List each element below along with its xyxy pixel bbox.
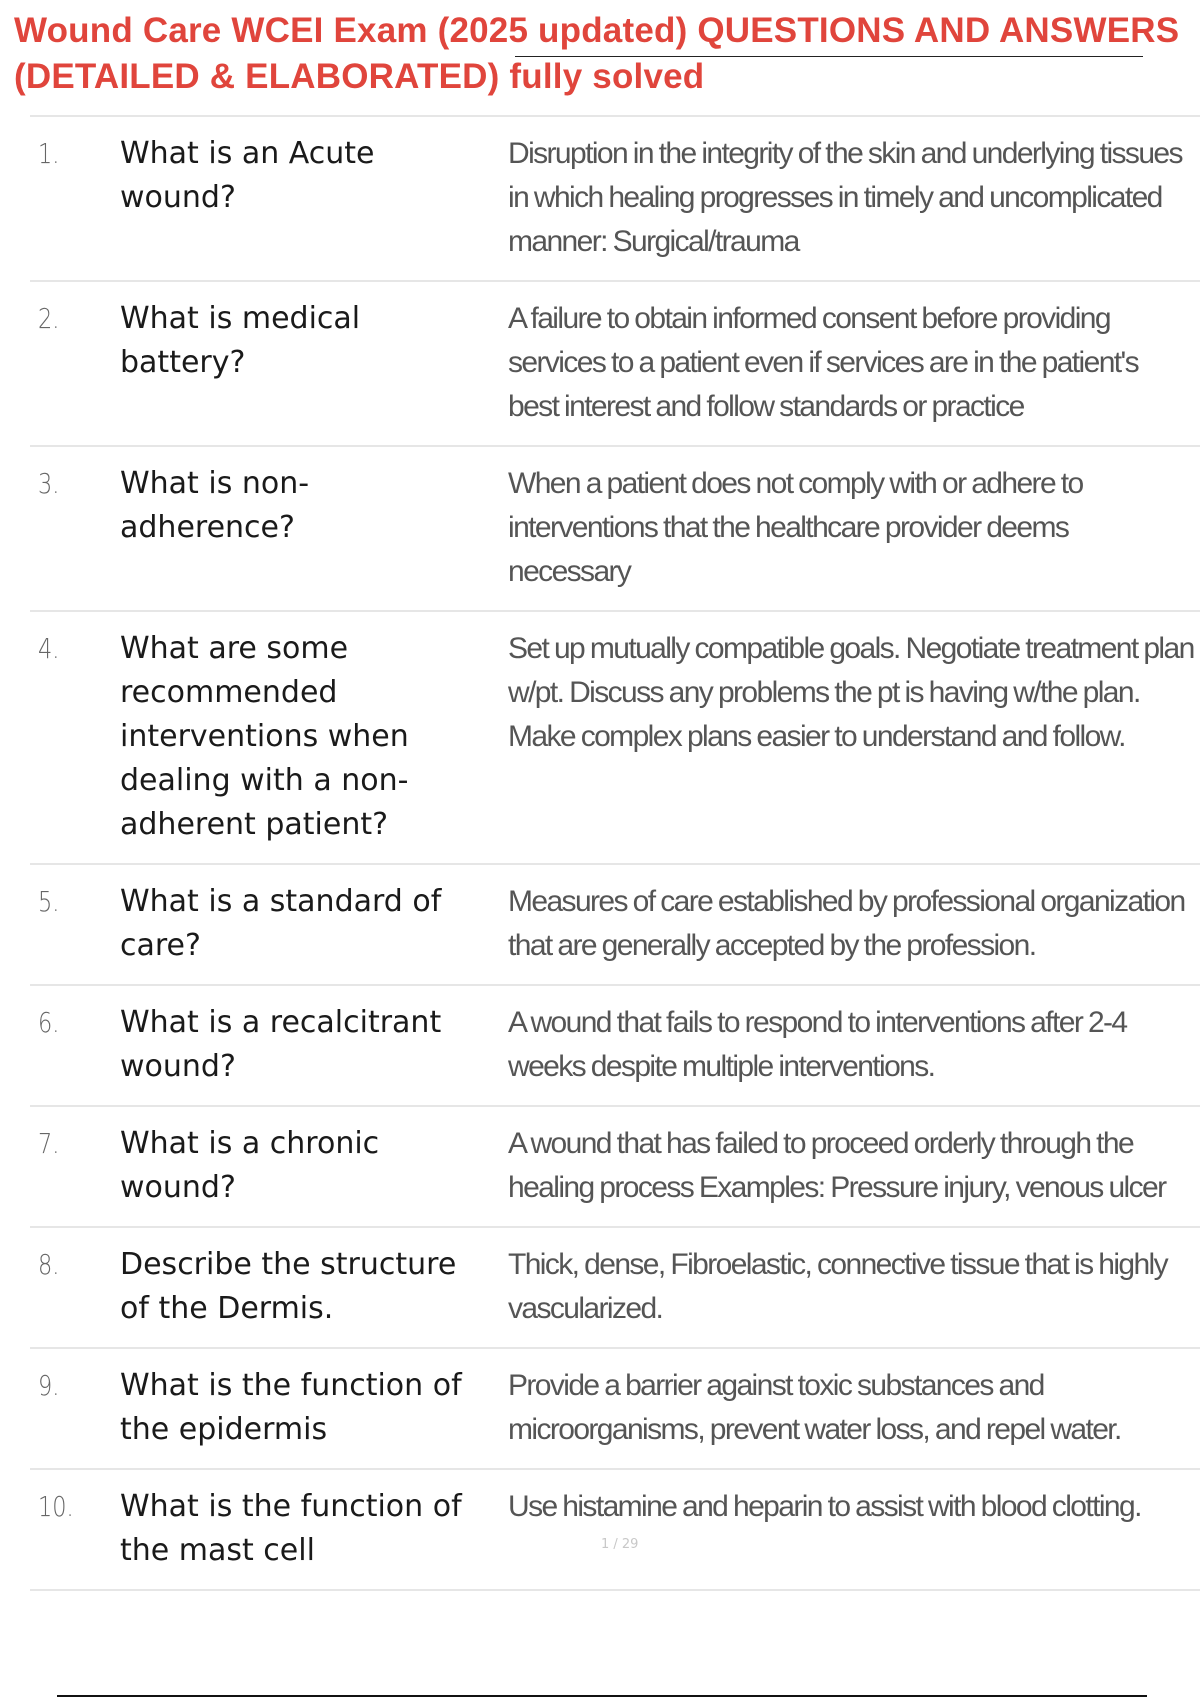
answer-text: Use histamine and heparin to assist with blood clotting. (508, 1490, 1141, 1523)
qa-row (30, 447, 1200, 612)
qa-row (30, 282, 1200, 447)
qa-row (30, 1228, 1200, 1349)
answer-text: A wound that has failed to proceed orderly through the healing process Examples: Pressure injury, venous ulcer (508, 1127, 1166, 1204)
question-text: What is an Acute wound? (120, 136, 375, 215)
question-text: What is the function of the epidermis (120, 1368, 462, 1447)
question-number: 7. (38, 1127, 60, 1160)
qa-row (30, 612, 1200, 865)
question-text: What are some recommended interventions when dealing with a non-adherent patient? (120, 631, 409, 842)
answer-text: A wound that fails to respond to interventions after 2-4 weeks despite multiple interventions. (508, 1006, 1127, 1083)
question-text: What is non-adherence? (120, 466, 310, 545)
answer-text: Set up mutually compatible goals. Negotiate treatment plan w/pt. Discuss any problems the pt is having w/the plan. Make complex plans easier to understand and follow. (508, 632, 1194, 753)
question-number: 10. (38, 1490, 74, 1523)
question-number: 4. (38, 632, 60, 665)
title-line-2: (DETAILED & ELABORATED) fully solved (14, 57, 705, 96)
answer-text: When a patient does not comply with or adhere to interventions that the healthcare provider deems necessary (508, 467, 1083, 588)
qa-row (30, 1349, 1200, 1470)
question-number: 8. (38, 1248, 60, 1281)
document-title (14, 8, 1200, 100)
question-number: 1. (38, 137, 60, 170)
question-text: What is the function of the mast cell (120, 1489, 462, 1568)
answer-text: A failure to obtain informed consent before providing services to a patient even if services are in the patient's best interest and follow standards or practice (508, 302, 1139, 423)
question-text: Describe the structure of the Dermis. (120, 1247, 457, 1326)
page-number: 1 / 29 (601, 1537, 639, 1552)
answer-text: Thick, dense, Fibroelastic, connective tissue that is highly vascularized. (508, 1248, 1168, 1325)
question-number: 5. (38, 885, 60, 918)
question-number: 3. (38, 467, 60, 500)
qa-row (30, 865, 1200, 986)
answer-text: Measures of care established by professional organization that are generally accepted by the profession. (508, 885, 1185, 962)
qa-row (30, 1107, 1200, 1228)
question-number: 6. (38, 1006, 60, 1039)
qa-table (30, 115, 1200, 1591)
question-text: What is medical battery? (120, 301, 361, 380)
title-line-1: Wound Care WCEI Exam (2025 updated) QUESTIONS AND ANSWERS (14, 11, 1180, 50)
answer-text: Provide a barrier against toxic substances and microorganisms, prevent water loss, and repel water. (508, 1369, 1121, 1446)
question-text: What is a chronic wound? (120, 1126, 380, 1205)
qa-row (30, 986, 1200, 1107)
qa-row (30, 1470, 1200, 1591)
page-bottom-divider (57, 1695, 1147, 1697)
title-underline (515, 56, 1143, 57)
qa-row (30, 117, 1200, 282)
question-number: 2. (38, 302, 60, 335)
question-number: 9. (38, 1369, 60, 1402)
answer-text: Disruption in the integrity of the skin and underlying tissues in which healing progresses in timely and uncomplicated manner: Surgical/trauma (508, 137, 1182, 258)
question-text: What is a standard of care? (120, 884, 442, 963)
question-text: What is a recalcitrant wound? (120, 1005, 442, 1084)
